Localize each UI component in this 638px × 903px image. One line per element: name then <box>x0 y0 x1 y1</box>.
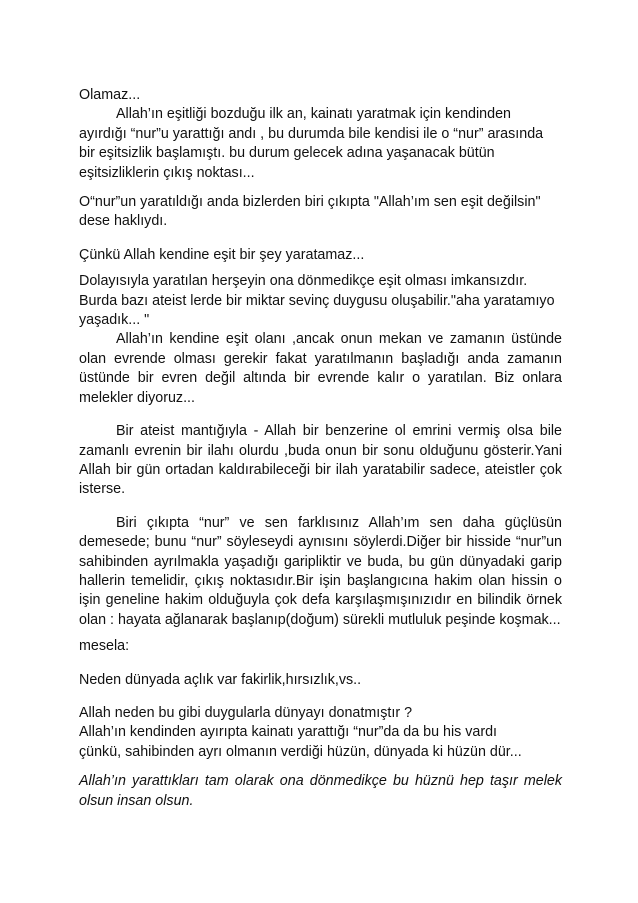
paragraph-emotions-question: Allah neden bu gibi duygularla dünyayı donatmıştır ? <box>79 704 413 721</box>
paragraph-opening: Olamaz... <box>79 87 141 103</box>
paragraph-cannot-create-equal: Çünkü Allah kendine eşit bir şey yaratamaz... <box>79 246 365 263</box>
paragraph-first-inequality: Allah’ın eşitliği bozduğu ilk an, kainatı yaratmak için kendinden ayırdığı “nur”u yarattığı andı , bu durumda bile kendisi ile o “nur” arasında bir eşitsizlik başlamıştı. bu durum gelecek adına yaşanacak bütün eşitsizliklerin çıkış noktası... <box>79 106 544 181</box>
paragraph-closing-italic: Allah’ın yarattıkları tam olarak ona dönmedikçe bu hüznü hep taşır melek olsun insan olsun. <box>79 773 562 809</box>
paragraph-hunger-question: Neden dünyada açlık var fakirlik,hırsızlık,vs.. <box>79 671 362 688</box>
paragraph-nur-feeling: Allah’ın kendinden ayırıpta kainatı yarattığı “nur”da da bu his vardı <box>79 724 498 741</box>
paragraph-example-label: mesela: <box>79 638 130 655</box>
paragraph-angels: Allah’ın kendine eşit olanı ,ancak onun mekan ve zamanın üstünde olan evrende olması gerekir fakat yaratılmanın başladığı anda zamanın üstünde bir evren değil altında bir evrende kalır o yaratılan. Biz onlara melekler diyoruz... <box>79 331 562 406</box>
paragraph-sorrow: çünkü, sahibinden ayrı olmanın verdiği hüzün, dünyada ki hüzün dür... <box>79 743 522 760</box>
paragraph-atheist-logic: Bir ateist mantığıyla - Allah bir benzerine ol emrini vermiş olsa bile zamanlı evrenin bir ilahı olurdu ,buda onun bir sonu olduğunu gösterir.Yani Allah bir gün ortadan kaldırabileceği bir ilah yaratabilir sadece, ateistler çok isterse. <box>79 423 562 498</box>
paragraph-nur-difference: Biri çıkıpta “nur” ve sen farklısınız Allah’ım sen daha güçlüsün demesede; bunu “nur” söyleseydi aynısını söylerdi.Diğer bir hisside “nur”un sahibinden ayrılmakla yaşadığı garipliktir ve buda, bu gün dünyadaki garip hallerin temelidir, çıkış noktasıdır.Bir işin başlangıcına hakim olan hissin o işin geneline hakim olduğuyla çok defa karşılaşmışınızıdır en bilindik örnek olan : hayata ağlanarak başlanıp(doğum) sürekli mutluluk peşinde koşmak... <box>79 514 562 628</box>
document-body <box>79 86 562 811</box>
paragraph-nur-creation: O“nur”un yaratıldığı anda bizlerden biri çıkıpta "Allah’ım sen eşit değilsin" dese haklıydı. <box>79 194 541 230</box>
paragraph-atheist-joy: Dolayısıyla yaratılan herşeyin ona dönmedikçe eşit olması imkansızdır. Burda bazı ateist lerde bir miktar sevinç duygusu oluşabilir."aha yaratamıyo yaşadık... " <box>79 273 555 329</box>
